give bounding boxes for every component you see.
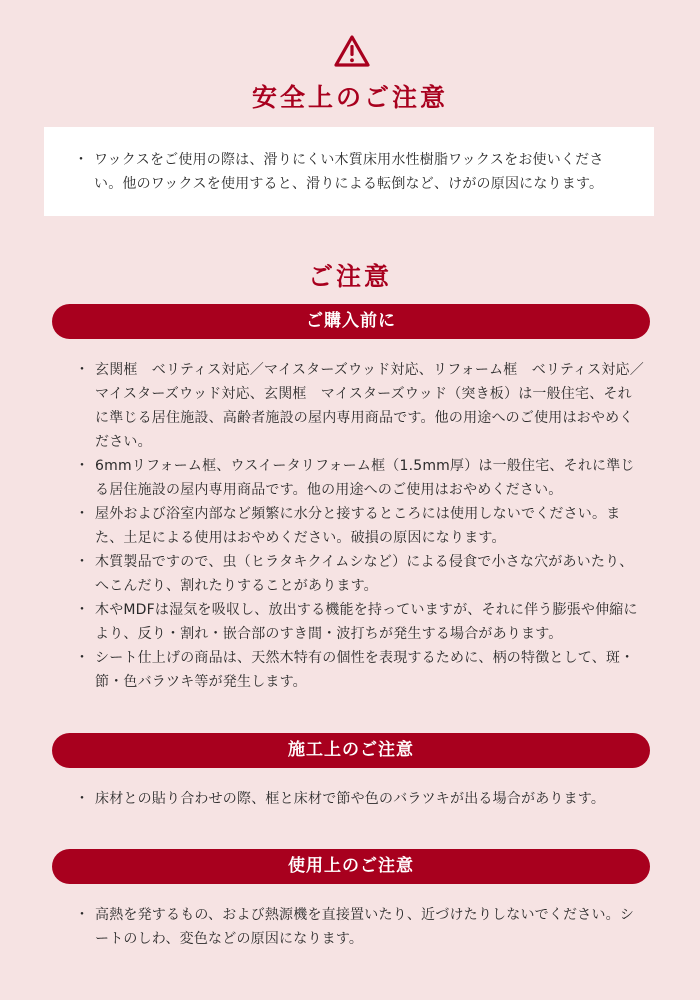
list-item: ・ 6mmリフォーム框、ウスイータリフォーム框（1.5mm厚）は一般住宅、それに準じる居住施設の屋内専用商品です。他の用途へのご使用はおやめください。 [75, 454, 645, 502]
construction-section [75, 787, 645, 811]
safety-title: 安全上のご注意 [251, 83, 448, 112]
caution-title: ご注意 [307, 262, 392, 291]
section-header-purchase: ご購入前に [52, 304, 650, 339]
safety-notes [74, 148, 628, 196]
list-item: ・ シート仕上げの商品は、天然木特有の個性を表現するために、柄の特徴として、斑・節・色バラツキ等が発生します。 [75, 646, 645, 694]
section-header-construction: 施工上のご注意 [52, 733, 650, 768]
safety-note: ・ ワックスをご使用の際は、滑りにくい木質床用水性樹脂ワックスをお使いください。他のワックスを使用すると、滑りによる転倒など、けがの原因になります。 [74, 148, 628, 196]
list-item: ・ 玄関框 ベリティス対応／マイスターズウッド対応、リフォーム框 ベリティス対応／マイスターズウッド対応、玄関框 マイスターズウッド（突き板）は一般住宅、それに準じる居住施設、高齢者施設の屋内専用商品です。他の用途へのご使用はおやめください。 [75, 358, 645, 454]
safety-notice-box [44, 127, 654, 216]
list-item: ・ 木やMDFは湿気を吸収し、放出する機能を持っていますが、それに伴う膨張や伸縮により、反り・割れ・嵌合部のすき間・波打ちが発生する場合があります。 [75, 598, 645, 646]
usage-section [75, 903, 645, 951]
section-header-usage: 使用上のご注意 [52, 849, 650, 884]
list-item: ・ 床材との貼り合わせの際、框と床材で節や色のバラツキが出る場合があります。 [75, 787, 645, 811]
list-item: ・ 屋外および浴室内部など頻繁に水分と接するところには使用しないでください。また、土足による使用はおやめください。破損の原因になります。 [75, 502, 645, 550]
usage-notes [75, 903, 645, 951]
list-item: ・ 高熱を発するもの、および熱源機を直接置いたり、近づけたりしないでください。シートのしわ、変色などの原因になります。 [75, 903, 645, 951]
construction-notes [75, 787, 645, 811]
list-item: ・ 木質製品ですので、虫（ヒラタキクイムシなど）による侵食で小さな穴があいたり、へこんだり、割れたりすることがあります。 [75, 550, 645, 598]
purchase-section [75, 358, 645, 694]
purchase-notes [75, 358, 645, 694]
warning-triangle-icon [333, 34, 371, 68]
